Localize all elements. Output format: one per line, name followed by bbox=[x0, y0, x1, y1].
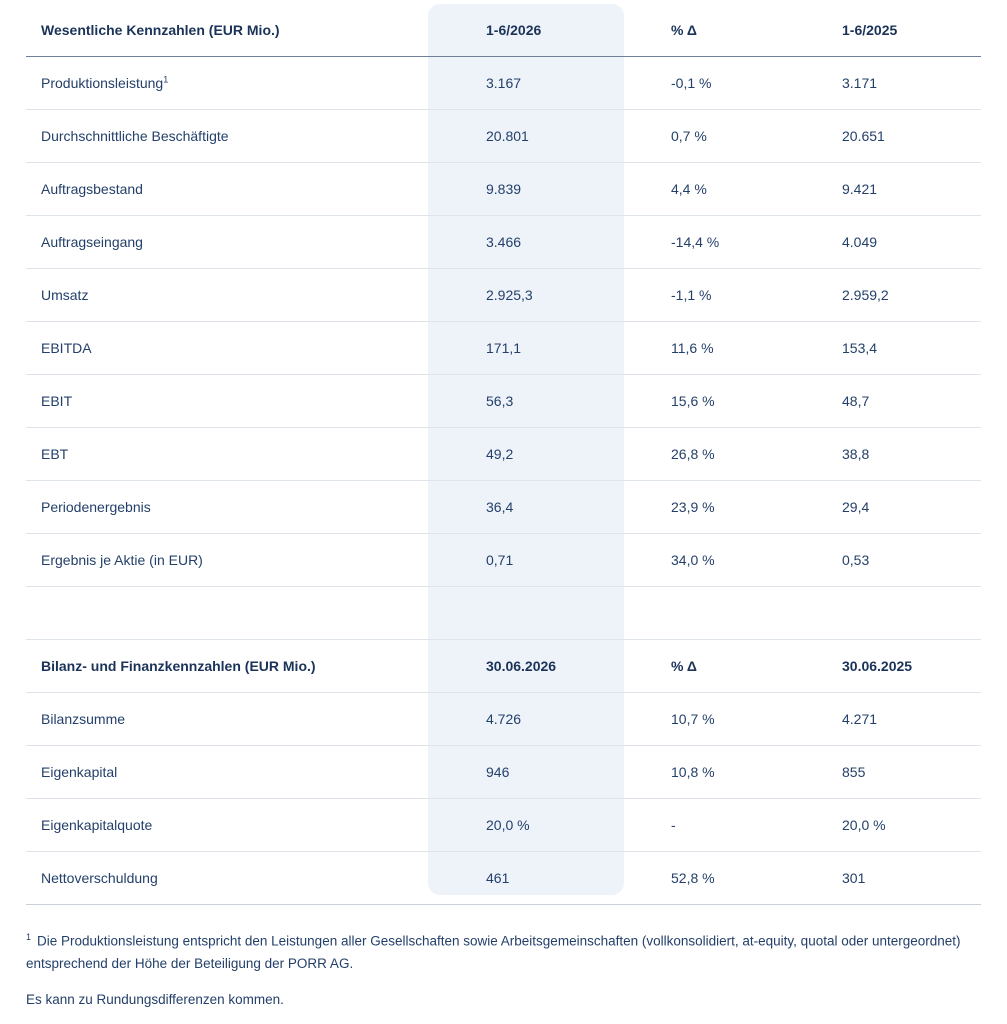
section1-header-row bbox=[26, 4, 981, 57]
value-previous: 301 bbox=[797, 852, 981, 905]
row-label: Auftragsbestand bbox=[26, 163, 428, 216]
row-label: Umsatz bbox=[26, 269, 428, 322]
value-current: 461 bbox=[428, 852, 624, 905]
table-row bbox=[26, 428, 981, 481]
value-previous: 29,4 bbox=[797, 481, 981, 534]
row-label: Periodenergebnis bbox=[26, 481, 428, 534]
table-row bbox=[26, 534, 981, 587]
kpi-table bbox=[26, 4, 981, 905]
value-current: 171,1 bbox=[428, 322, 624, 375]
value-previous: 2.959,2 bbox=[797, 269, 981, 322]
value-delta: 52,8 % bbox=[624, 852, 797, 905]
section1-col-current: 1-6/2026 bbox=[428, 4, 624, 57]
value-delta: -1,1 % bbox=[624, 269, 797, 322]
row-label: Durchschnittliche Beschäftigte bbox=[26, 110, 428, 163]
footnote-text: Die Produktionsleistung entspricht den Leistungen aller Gesellschaften sowie Arbeitsgemeinschaften (vollkonsolidiert, at-equity, quotal oder untergeordnet) entsprechend der Höhe der Beteiligung der PORR AG. bbox=[26, 933, 961, 971]
section1-col-delta: % Δ bbox=[624, 4, 797, 57]
value-current: 3.466 bbox=[428, 216, 624, 269]
value-previous: 9.421 bbox=[797, 163, 981, 216]
section1-col-previous: 1-6/2025 bbox=[797, 4, 981, 57]
table-row bbox=[26, 799, 981, 852]
value-delta: -14,4 % bbox=[624, 216, 797, 269]
row-label: Auftragseingang bbox=[26, 216, 428, 269]
row-label: Nettoverschuldung bbox=[26, 852, 428, 905]
row-label: EBITDA bbox=[26, 322, 428, 375]
value-current: 9.839 bbox=[428, 163, 624, 216]
value-delta: 34,0 % bbox=[624, 534, 797, 587]
value-previous: 4.049 bbox=[797, 216, 981, 269]
value-current: 20,0 % bbox=[428, 799, 624, 852]
table-row bbox=[26, 852, 981, 905]
row-label: EBT bbox=[26, 428, 428, 481]
row-label: Bilanzsumme bbox=[26, 693, 428, 746]
spacer-row bbox=[26, 587, 981, 640]
value-current: 20.801 bbox=[428, 110, 624, 163]
value-current: 2.925,3 bbox=[428, 269, 624, 322]
value-previous: 3.171 bbox=[797, 57, 981, 110]
value-delta: 4,4 % bbox=[624, 163, 797, 216]
value-delta: 23,9 % bbox=[624, 481, 797, 534]
value-previous: 48,7 bbox=[797, 375, 981, 428]
rounding-note: Es kann zu Rundungsdifferenzen kommen. bbox=[26, 992, 284, 1007]
value-delta: 10,7 % bbox=[624, 693, 797, 746]
value-previous: 153,4 bbox=[797, 322, 981, 375]
value-current: 56,3 bbox=[428, 375, 624, 428]
table-row bbox=[26, 322, 981, 375]
row-label: Ergebnis je Aktie (in EUR) bbox=[26, 534, 428, 587]
section2-title: Bilanz- und Finanzkennzahlen (EUR Mio.) bbox=[26, 640, 428, 693]
table-row bbox=[26, 693, 981, 746]
table-row bbox=[26, 57, 981, 110]
table-row bbox=[26, 216, 981, 269]
value-previous: 0,53 bbox=[797, 534, 981, 587]
value-current: 946 bbox=[428, 746, 624, 799]
row-label: Eigenkapitalquote bbox=[26, 799, 428, 852]
section2-header-row bbox=[26, 640, 981, 693]
table-row bbox=[26, 269, 981, 322]
value-current: 36,4 bbox=[428, 481, 624, 534]
section2-col-current: 30.06.2026 bbox=[428, 640, 624, 693]
footnote-mark: 1 bbox=[26, 932, 32, 942]
footnote bbox=[26, 926, 976, 975]
section1-title: Wesentliche Kennzahlen (EUR Mio.) bbox=[26, 4, 428, 57]
value-current: 0,71 bbox=[428, 534, 624, 587]
table-row bbox=[26, 481, 981, 534]
table-row bbox=[26, 746, 981, 799]
value-previous: 855 bbox=[797, 746, 981, 799]
value-current: 49,2 bbox=[428, 428, 624, 481]
value-current: 4.726 bbox=[428, 693, 624, 746]
table-row bbox=[26, 110, 981, 163]
footnote-ref: 1 bbox=[163, 74, 169, 85]
value-delta: 26,8 % bbox=[624, 428, 797, 481]
value-delta: 0,7 % bbox=[624, 110, 797, 163]
value-previous: 20.651 bbox=[797, 110, 981, 163]
value-delta: 15,6 % bbox=[624, 375, 797, 428]
value-current: 3.167 bbox=[428, 57, 624, 110]
row-label: EBIT bbox=[26, 375, 428, 428]
section2-col-delta: % Δ bbox=[624, 640, 797, 693]
value-delta: 10,8 % bbox=[624, 746, 797, 799]
value-previous: 38,8 bbox=[797, 428, 981, 481]
value-delta: - bbox=[624, 799, 797, 852]
value-delta: 11,6 % bbox=[624, 322, 797, 375]
section2-col-previous: 30.06.2025 bbox=[797, 640, 981, 693]
value-delta: -0,1 % bbox=[624, 57, 797, 110]
table-row bbox=[26, 163, 981, 216]
value-previous: 4.271 bbox=[797, 693, 981, 746]
value-previous: 20,0 % bbox=[797, 799, 981, 852]
row-label: Produktionsleistung$^1$ bbox=[26, 57, 428, 110]
row-label: Eigenkapital bbox=[26, 746, 428, 799]
table-row bbox=[26, 375, 981, 428]
